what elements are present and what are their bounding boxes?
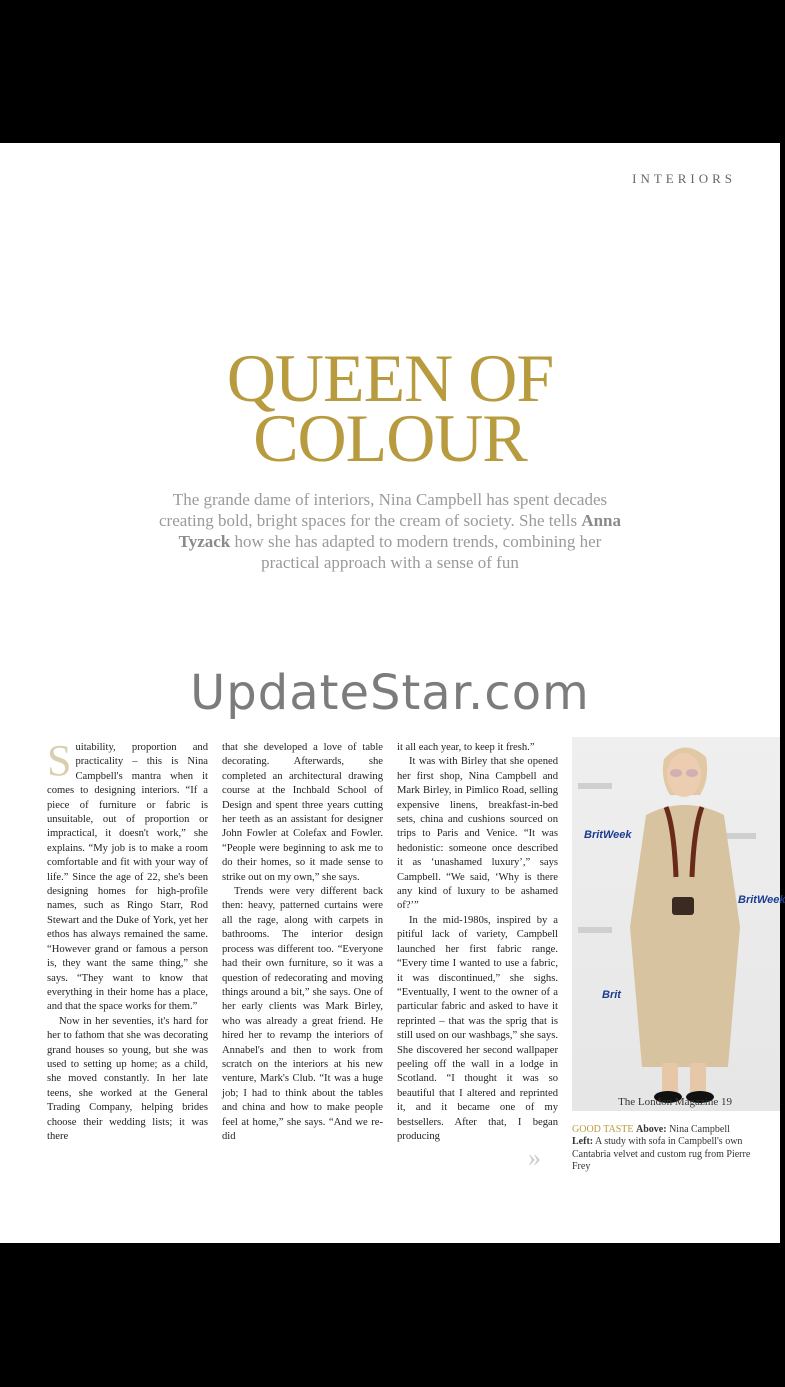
article-paragraph: Suitability, proportion and practicality – this is Nina Campbell's mantra when it comes to designing interiors. “If a piece of furniture or fabric is unsuitable, out of proportion or impractical, it doesn't work,” she explains. “My job is to make a room comfortable and fit with your way of life.” Since the age of 22, she's been designing homes for high-profile names, such as Ringo Starr, Rod Stewart and the Duke of York, yet her ethos has always remained the same. “However grand or famous a person is, they want the same thing,” she says. “They want to know that everything in their home has a place, and that the space works for them.” — [47, 736, 208, 1013]
backdrop-logo: BritWeek — [584, 829, 632, 841]
portrait-photo — [572, 737, 785, 1111]
magazine-page — [0, 143, 785, 1243]
article-paragraph: Trends were very different back then: heavy, patterned curtains were all the rage, along with carpets in bathrooms. The interior design process was different too. “Everyone had their own furniture, so it was a question of redecorating and moving things around a bit,” she says. One of her early clients was Mark Birley, who was already a great friend. He hired her to revamp the interiors of Annabel's and then to work from scratch on the interiors at his new venture, Mark's Club. “It was a huge job; I had to think about the tables and china and how to make people feel at home,” she says. “And we re-did — [222, 886, 383, 1142]
article-paragraph: Now in her seventies, it's hard for her to fathom that she was decorating grand houses so young, but she was used to setting up home; as a child, she moved constantly. In her late teens, she worked at the General Trading Company, helping brides choose their wedding lists; it was there — [47, 1015, 208, 1142]
backdrop-sponsor-icon — [578, 783, 612, 789]
article-column-2 — [222, 741, 383, 1144]
author-name: Anna Tyzack — [178, 511, 622, 551]
article-column-1 — [47, 736, 208, 1144]
caption-label: Left: — [572, 1136, 594, 1148]
section-label: INTERIORS — [632, 171, 736, 186]
headline — [0, 340, 780, 476]
article-column-3 — [397, 741, 558, 1144]
article-paragraph: In the mid-1980s, inspired by a pitiful lack of variety, Campbell launched her first fabric range. “Every time I wanted to use a fabric, it was discontinued,” she sighs. “Eventually, I went to the owner of a particular fabric and asked to have it reprinted – that was the sprig that is still used on our washbags,” she says. She discovered her second wallpaper peeling off the wall in a lodge in Scotland. “I thought it was so beautiful that I altered and reprinted it, and it became one of my bestsellers. After that, I began producing — [397, 914, 558, 1142]
article-paragraph: it all each year, to keep it fresh.” — [397, 742, 535, 753]
article-paragraph: It was with Birley that she opened her first shop, Nina Campbell and Mark Birley, in Pimlico Road, selling expensive linens, breakfast-in-bed sets, china and cushions sourced on trips to Paris and Venice. “It was hedonistic: someone once described it as ‘unashamed luxury’,” says Campbell. “We said, ‘Why is there any kind of luxury to be ashamed of?’” — [397, 756, 558, 912]
photo-caption: GOOD TASTE Above: Nina Campbell Left: A study with sofa in Campbell's own Cantabria velvet and custom rug from Pierre Frey — [572, 1124, 751, 1173]
standfirst — [150, 489, 630, 573]
caption-kicker: GOOD TASTE — [572, 1124, 634, 1135]
headline-line-2: COLOUR — [253, 400, 527, 476]
standfirst-outro: how she has adapted to modern trends, combining her practical approach with a sense of fun — [230, 532, 602, 572]
article-paragraph: that she developed a love of table decorating. Afterwards, she completed an architectural drawing course at the Inchbald School of Design and spent three years cutting her teeth as an assistant for designer John Fowler at Colefax and Fowler. “People were beginning to ask me to do their homes, so it made sense to strike out on my own,” she says. — [222, 742, 383, 883]
watermark: UpdateStar.com — [190, 665, 590, 721]
page-footer: The London Magazine 19 — [618, 1096, 732, 1108]
backdrop-logo: BritWeek — [738, 894, 785, 906]
continue-arrow-icon: » — [528, 1143, 541, 1172]
backdrop-sponsor-icon — [578, 927, 612, 933]
headline-line-1: QUEEN OF — [226, 340, 554, 416]
caption-label: Above: — [636, 1124, 667, 1135]
standfirst-intro: The grande dame of interiors, Nina Campbell has spent decades creating bold, bright spaces for the cream of society. She tells — [158, 490, 608, 530]
backdrop-logo: Brit — [602, 989, 621, 1001]
drop-cap: S — [47, 736, 72, 785]
woman-figure-icon — [624, 737, 744, 1111]
